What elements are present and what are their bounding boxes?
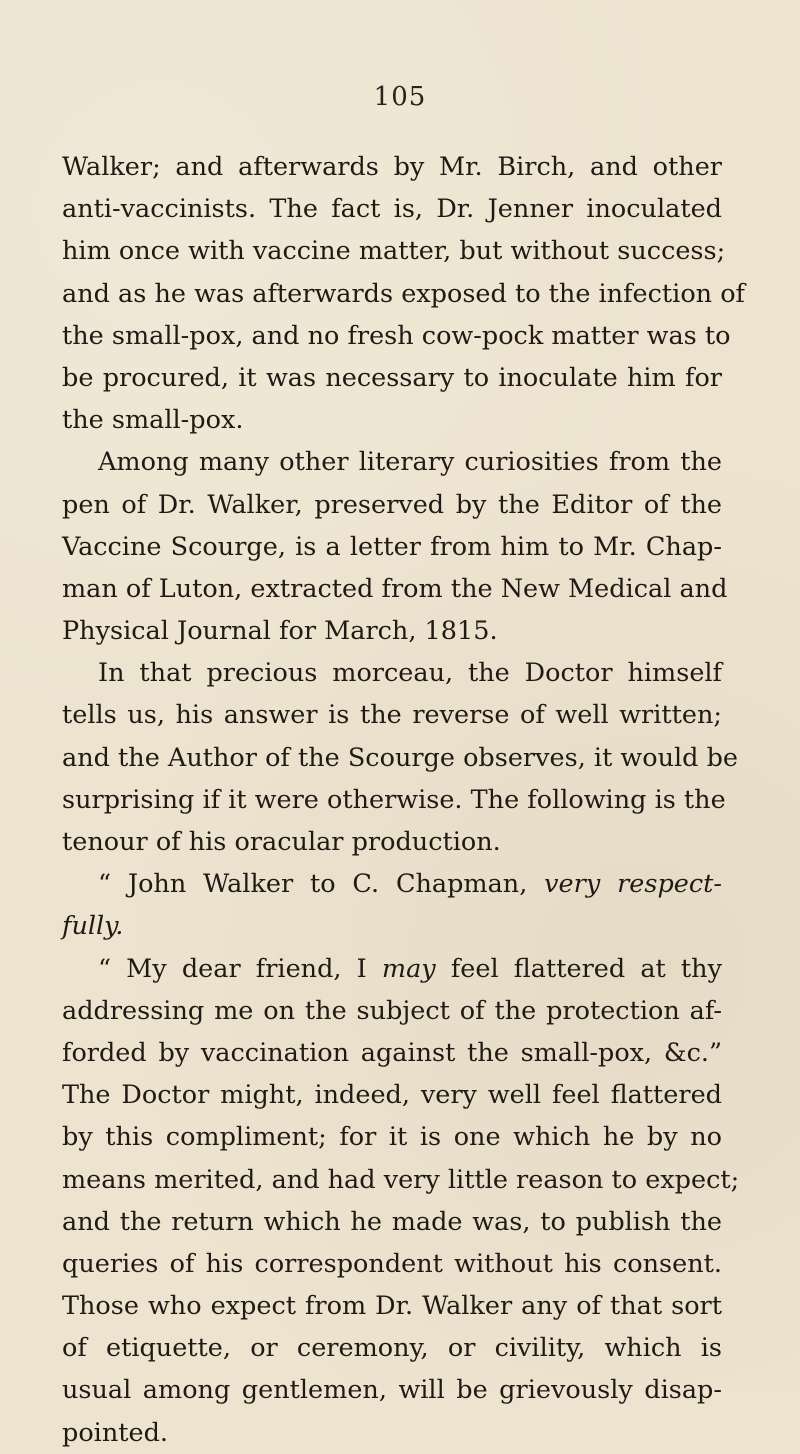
text-line: usual among gentlemen, will be grievously disap- — [62, 1375, 722, 1406]
text-line: In that precious morceau, the Doctor himself — [98, 658, 722, 689]
text-line: surprising if it were otherwise. The following is the — [62, 784, 726, 815]
quote-italic: may — [381, 953, 436, 984]
text-line: the small-pox, and no fresh cow-pock matter was to — [62, 320, 731, 351]
text-line: addressing me on the subject of the protection af- — [62, 995, 722, 1026]
text-line: Those who expect from Dr. Walker any of that sort — [62, 1291, 722, 1322]
quote-italic: fully. — [62, 911, 124, 942]
text-line: queries of his correspondent without his consent. — [62, 1248, 722, 1279]
quote-post: feel flattered at thy — [435, 953, 722, 984]
text-line: anti-vaccinists. The fact is, Dr. Jenner inoculated — [62, 194, 722, 225]
text-line: Among many other literary curiosities from the — [98, 447, 722, 478]
text-line: the small-pox. — [62, 405, 244, 436]
text-line: and the return which he made was, to publish the — [62, 1206, 722, 1237]
text-line: tells us, his answer is the reverse of well written; — [62, 700, 722, 731]
text-line: tenour of his oracular production. — [62, 827, 501, 857]
text-line: him once with vaccine matter, but without success; — [62, 236, 726, 267]
quote-prefix: “ John Walker to C. Chapman, — [98, 869, 545, 900]
text-line: pen of Dr. Walker, preserved by the Editor of the — [62, 489, 722, 520]
text-line: forded by vaccination against the small-pox, &c.” — [62, 1037, 722, 1068]
text-line: and the Author of the Scourge observes, it would be — [62, 742, 739, 773]
body-text — [62, 146, 745, 1454]
text-line: by this compliment; for it is one which he by no — [62, 1122, 722, 1153]
text-line: Vaccine Scourge, is a letter from him to Mr. Chap- — [62, 531, 722, 562]
text-line: of etiquette, or ceremony, or civility, which is — [62, 1333, 722, 1364]
text-line: The Doctor might, indeed, very well feel flattered — [62, 1080, 722, 1111]
quote-line — [62, 948, 722, 990]
quote-line — [62, 863, 722, 905]
text-line: man of Luton, extracted from the New Medical and — [62, 573, 728, 604]
text-line: and as he was afterwards exposed to the infection of — [62, 278, 745, 309]
quote-pre: “ My dear friend, I — [98, 953, 382, 984]
text-line: pointed. — [62, 1417, 169, 1448]
text-line: Walker; and afterwards by Mr. Birch, and other — [62, 152, 722, 182]
quote-line — [62, 905, 722, 947]
page-number: 105 — [373, 82, 427, 112]
text-line: means merited, and had very little reason to expect; — [62, 1164, 740, 1195]
quote-italic: very respect- — [544, 869, 722, 900]
text-line: be procured, it was necessary to inoculate him for — [62, 362, 722, 393]
text-line: Physical Journal for March, 1815. — [62, 616, 498, 647]
